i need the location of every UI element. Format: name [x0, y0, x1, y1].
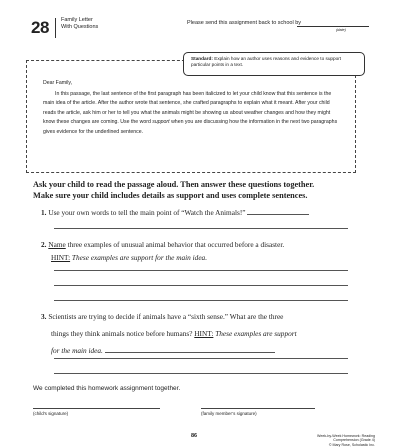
footer-source [295, 434, 375, 447]
footer-source-line1: Week-by-Week Homework: Reading Comprehension (Grade 4) [317, 434, 375, 443]
header-divider [55, 18, 56, 38]
question-3-hint-b: for the main idea. [51, 346, 103, 355]
standard-box [183, 52, 365, 76]
family-letter [43, 79, 339, 138]
date-label: (date) [336, 28, 346, 32]
instructions [33, 179, 373, 201]
send-back-text: Please send this assignment back to school by [187, 20, 302, 26]
question-2-hint: These examples are support for the main idea. [71, 253, 208, 262]
question-2 [41, 238, 361, 264]
question-1-answer-line[interactable] [54, 228, 348, 229]
question-3-answer-line[interactable] [54, 358, 348, 359]
question-3-text-b: things they think animals notice before humans? [51, 329, 193, 338]
question-2-name-word: Name [48, 240, 66, 249]
completed-statement: We completed this homework assignment together. [33, 385, 181, 392]
standard-text: Explain how an author uses reasons and evidence to support particular points in a text. [191, 56, 342, 67]
question-2-answer-line[interactable] [54, 285, 348, 286]
page-number: 28 [31, 18, 49, 37]
question-1-text: Use your own words to tell the main point of “Watch the Animals!” [48, 208, 246, 217]
question-2-answer-line[interactable] [54, 300, 348, 301]
standard-label: Standard: [191, 56, 213, 61]
letter-text: In this passage, the last sentence of the first paragraph has been italicized to let your child know that this sentence is the main idea of the article. After the author wrote that sentence, she crafted paragraphs to explain what it meant. After your child reads the article, ask him or her to tell you what the animals might be showing us about weather changes and how they might know these changes are coming. Use the word [43, 90, 332, 126]
letter-italic-word: support [152, 119, 170, 126]
family-letter-title [61, 17, 98, 31]
question-1 [41, 206, 361, 219]
question-3-text-a: Scientists are trying to decide if animals have a “sixth sense.” What are the three [48, 312, 284, 321]
question-3-answer-line[interactable] [54, 373, 348, 374]
question-1-number: 1. [41, 208, 47, 217]
question-3-hint-a: These examples are support [215, 329, 297, 338]
letter-text-end: when you are discussing how the information in the next two paragraphs gives evidence for the underlined sentence. [43, 119, 338, 135]
question-3-answer-inline[interactable] [105, 346, 275, 353]
footer-source-line2: © Mary Rose, Scholastic Inc. [328, 442, 375, 447]
date-field-line[interactable] [297, 26, 369, 27]
letter-paragraph [43, 90, 339, 138]
family-signature-label: (family member’s signature) [201, 411, 257, 416]
footer-page-number: 86 [191, 433, 198, 439]
instructions-line1: Ask your child to read the passage aloud. Then answer these questions together. [33, 180, 315, 189]
question-1-answer-inline[interactable] [247, 208, 309, 215]
question-3-hint-label: HINT: [194, 329, 214, 338]
question-2-hint-label: HINT: [51, 253, 71, 262]
letter-salutation: Dear Family, [43, 80, 73, 86]
question-2-answer-line[interactable] [54, 270, 348, 271]
question-2-text: three examples of unusual animal behavior that occurred before a disaster. [67, 240, 285, 249]
family-letter-title-line1: Family Letter [61, 17, 93, 23]
question-2-number: 2. [41, 240, 47, 249]
instructions-line2: Make sure your child includes details as support and uses complete sentences. [33, 191, 308, 200]
family-letter-title-line2: With Questions [61, 24, 99, 30]
child-signature-line[interactable] [33, 408, 160, 409]
family-signature-line[interactable] [201, 408, 315, 409]
child-signature-label: (child’s signature) [33, 411, 69, 416]
question-3 [41, 308, 366, 359]
question-3-number: 3. [41, 312, 47, 321]
